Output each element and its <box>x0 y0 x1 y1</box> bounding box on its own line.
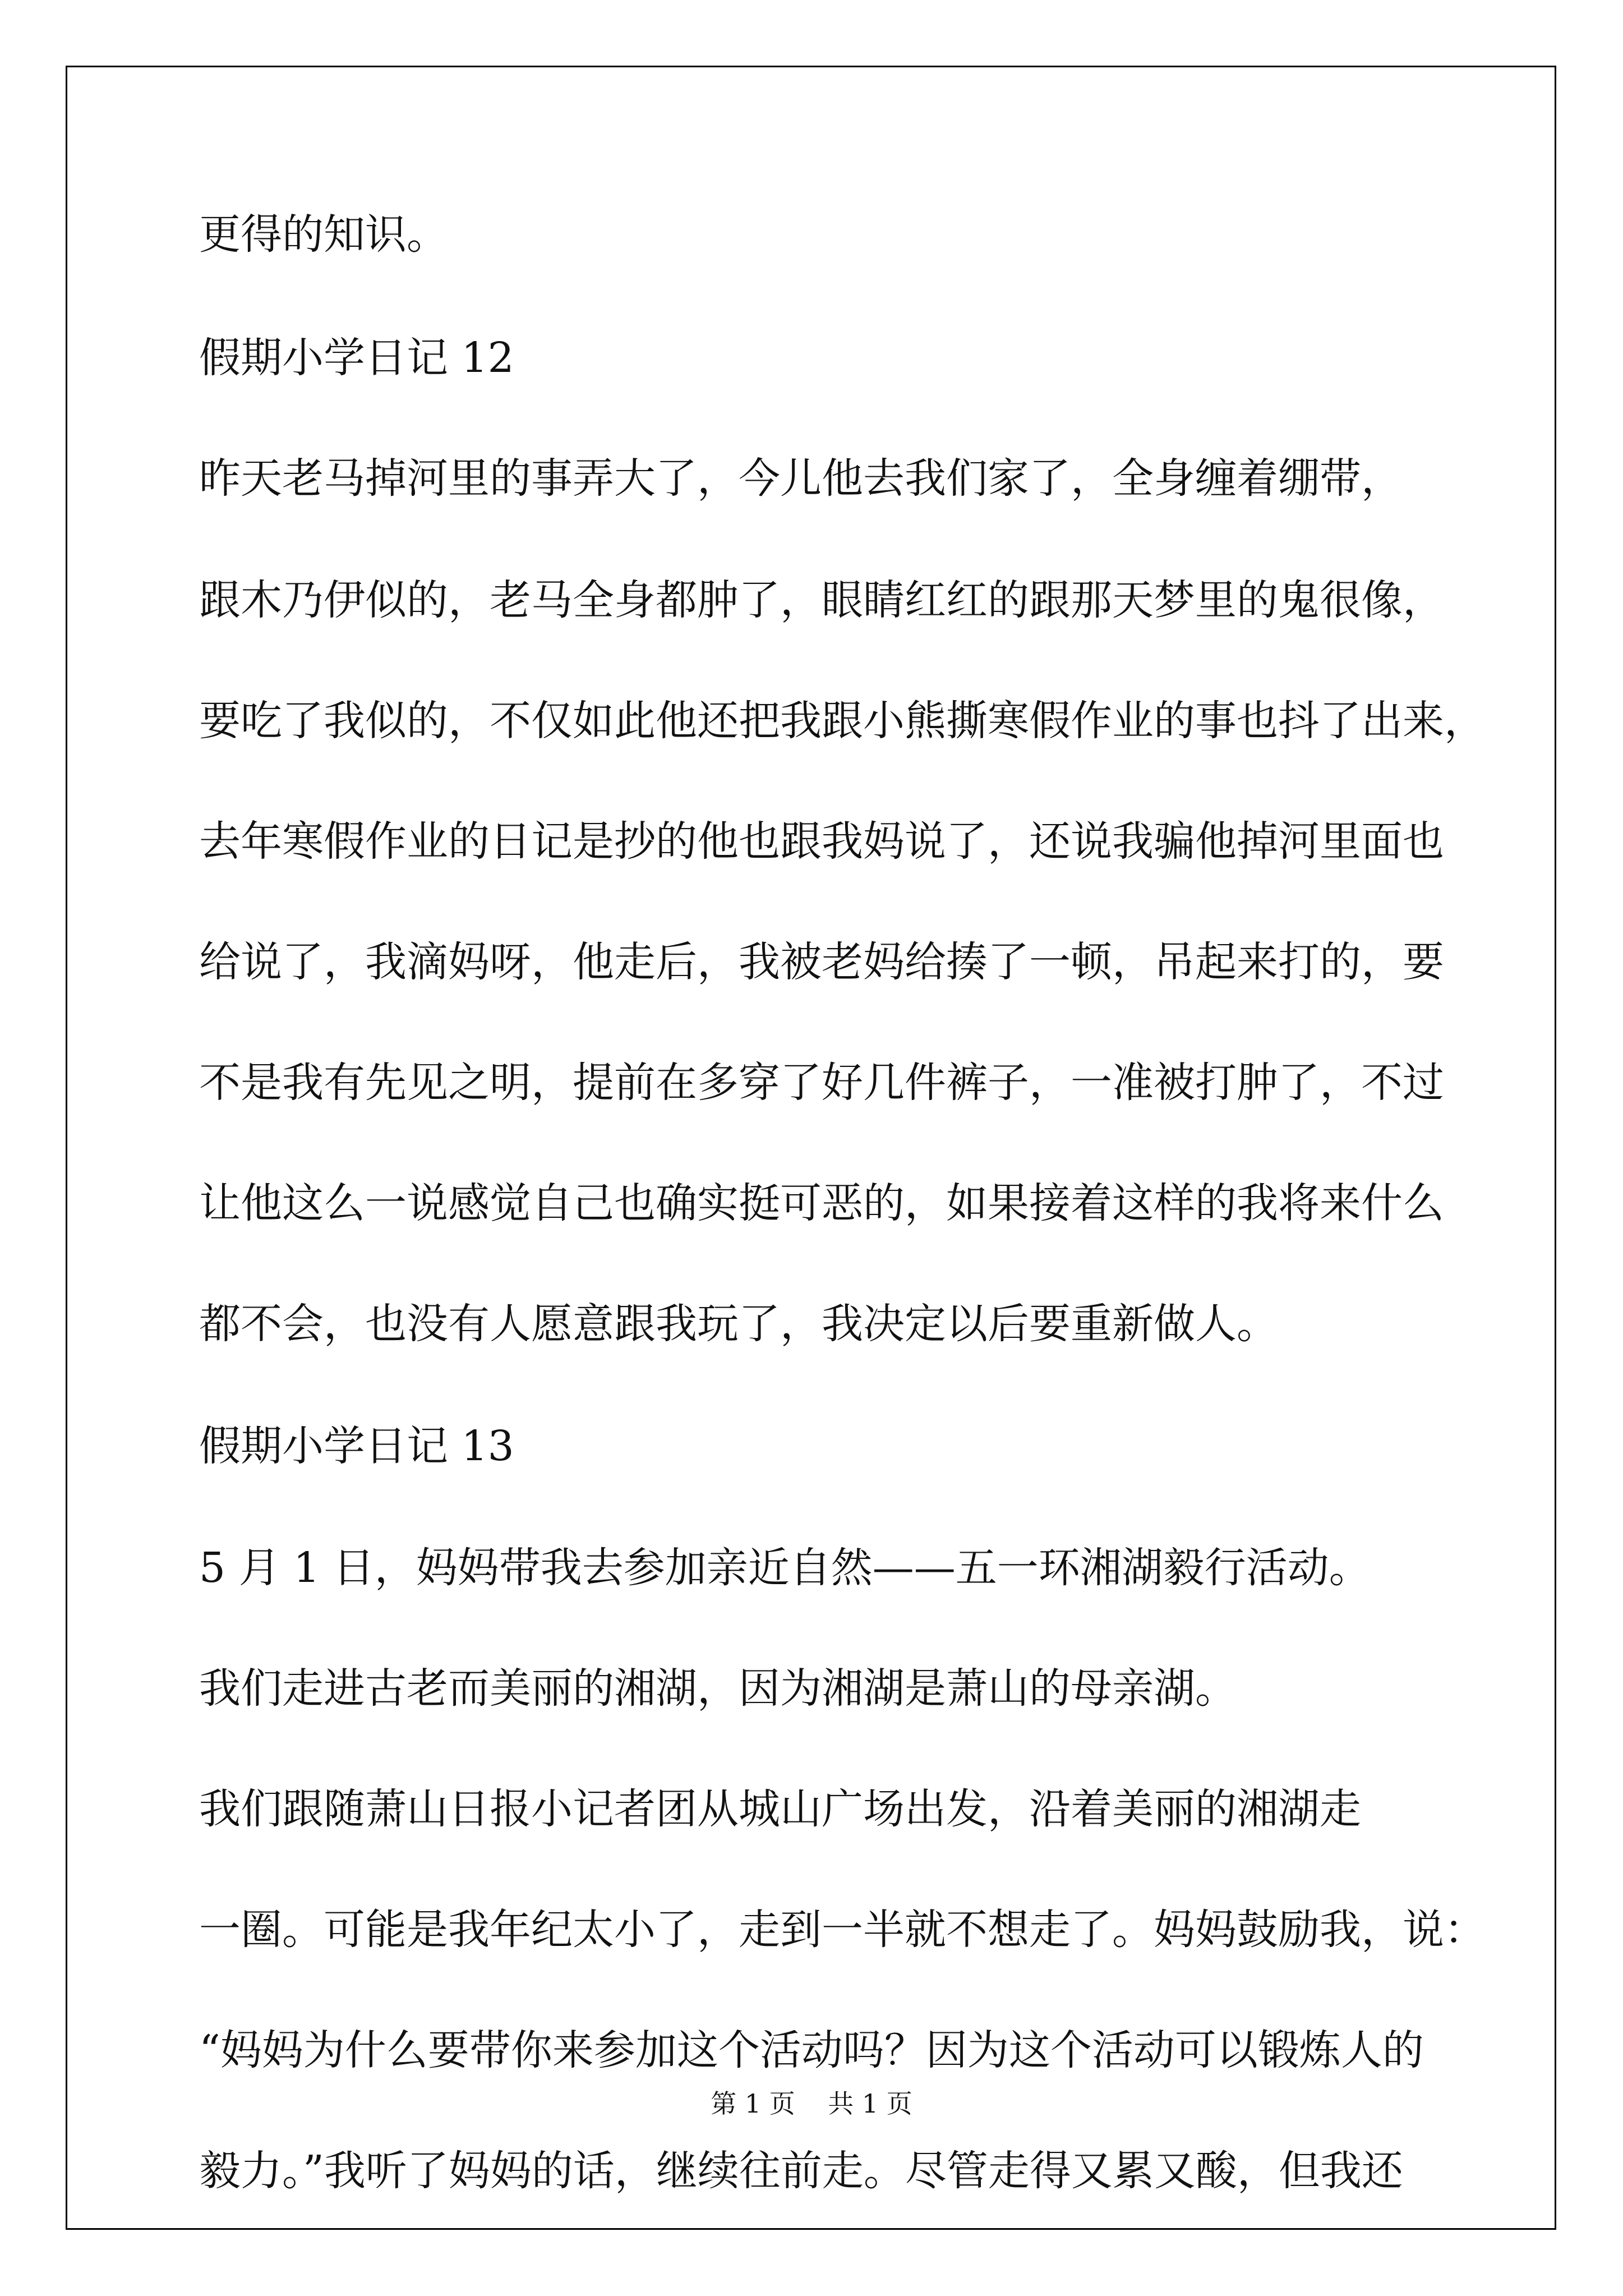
diary-title-13: 假期小学日记 13 <box>199 1422 514 1470</box>
text-line-9: 让他这么一说感觉自己也确实挺可恶的，如果接着这样的我将来什么 <box>199 1179 1444 1227</box>
text-line-14: 我们跟随萧山日报小记者团从城山广场出发，沿着美丽的湘湖走 <box>199 1785 1361 1833</box>
text-line-17: 毅力。”我听了妈妈的话，继续往前走。尽管走得又累又酸，但我还 <box>199 2147 1403 2195</box>
text-line-6: 去年寒假作业的日记是抄的他也跟我妈说了，还说我骗他掉河里面也 <box>199 817 1444 866</box>
page-number-footer: 第 1 页 共 1 页 <box>711 2088 912 2119</box>
text-line-3: 昨天老马掉河里的事弄大了，今儿他去我们家了，全身缠着绷带， <box>199 454 1403 503</box>
text-line-16: “妈妈为什么要带你来参加这个活动吗？因为这个活动可以锻炼人的 <box>199 2026 1424 2074</box>
text-line-5: 要吃了我似的，不仅如此他还把我跟小熊撕寒假作业的事也抖了出来， <box>199 697 1486 745</box>
text-line-8: 不是我有先见之明，提前在多穿了好几件裤子，一准被打肿了，不过 <box>199 1059 1444 1107</box>
text-line-13: 我们走进古老而美丽的湘湖，因为湘湖是萧山的母亲湖。 <box>199 1664 1237 1713</box>
text-line-7: 给说了，我滴妈呀，他走后，我被老妈给揍了一顿，吊起来打的，要 <box>199 938 1444 986</box>
text-line-4: 跟木乃伊似的，老马全身都肿了，眼睛红红的跟那天梦里的鬼很像， <box>199 576 1444 624</box>
text-line-10: 都不会，也没有人愿意跟我玩了，我决定以后要重新做人。 <box>199 1300 1278 1348</box>
text-line-1: 更得的知识。 <box>199 210 448 259</box>
diary-title-12: 假期小学日记 12 <box>199 334 514 382</box>
text-line-15: 一圈。可能是我年纪太小了，走到一半就不想走了。妈妈鼓励我，说： <box>199 1906 1486 1954</box>
text-line-12: 5 月 1 日，妈妈带我去参加亲近自然——五一环湘湖毅行活动。 <box>199 1544 1371 1592</box>
